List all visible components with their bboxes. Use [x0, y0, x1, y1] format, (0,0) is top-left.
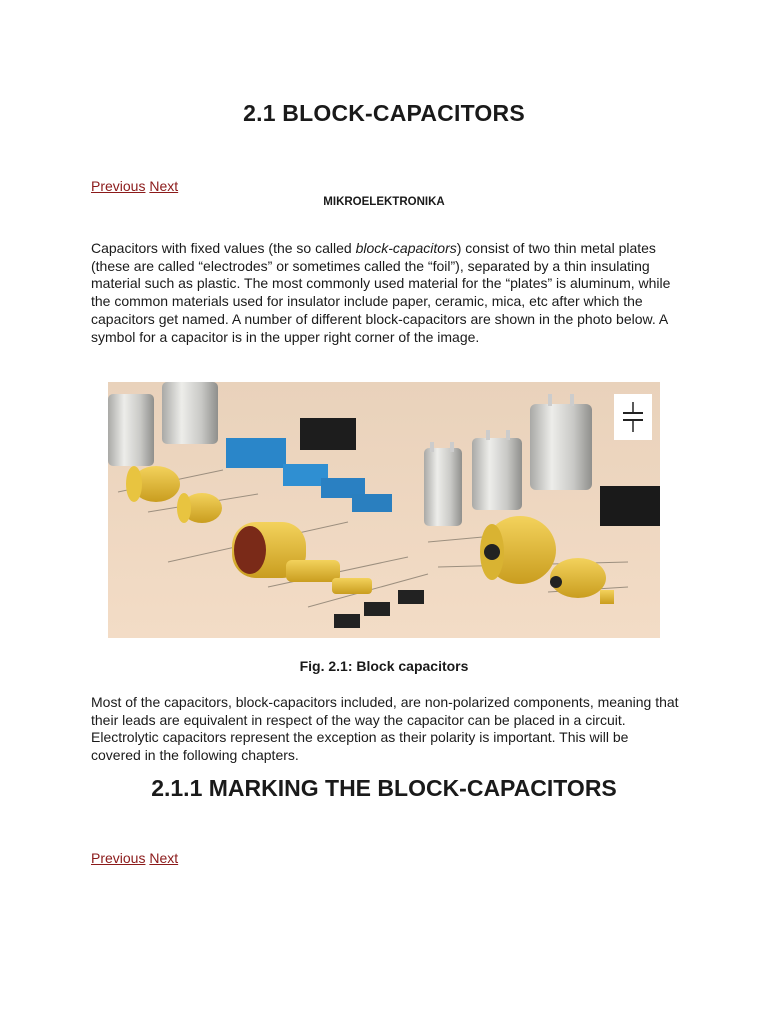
page-title: 2.1 BLOCK-CAPACITORS	[243, 100, 525, 126]
publisher-label: MIKROELEKTRONIKA	[323, 196, 445, 208]
nav-links-top	[91, 178, 178, 194]
capacitor-symbol-icon	[614, 394, 652, 440]
intro-paragraph	[91, 240, 681, 346]
previous-link[interactable]: Previous	[91, 178, 146, 194]
previous-link[interactable]: Previous	[91, 850, 146, 866]
capacitors-photo	[108, 382, 660, 638]
section-title: 2.1.1 MARKING THE BLOCK-CAPACITORS	[151, 775, 617, 801]
intro-text-end: ) consist of two thin metal plates (these are called “electrodes” or sometimes called the “foil”), separated by a thin insulating material such as plastic. The most commonly used material for the “plates” is aluminum, while the common materials used for insulator include paper, ceramic, mica, etc after which the capacitors get named. A number of different block-capacitors are shown in the photo below. A symbol for a capacitor is in the upper right corner of the image.	[91, 240, 671, 345]
polarity-paragraph: Most of the capacitors, block-capacitors included, are non-polarized components, meaning that their leads are equivalent in respect of the way the capacitor can be placed in a circuit. Electrolytic capacitors represent the exception as their polarity is important. This will be covered in the following chapters.	[91, 694, 679, 764]
intro-emphasis: block-capacitors	[355, 240, 457, 256]
figure-caption: Fig. 2.1: Block capacitors	[299, 658, 469, 674]
nav-links-bottom	[91, 850, 178, 866]
intro-text-start: Capacitors with fixed values (the so called	[91, 240, 356, 256]
next-link[interactable]: Next	[149, 178, 179, 194]
next-link[interactable]: Next	[149, 850, 179, 866]
